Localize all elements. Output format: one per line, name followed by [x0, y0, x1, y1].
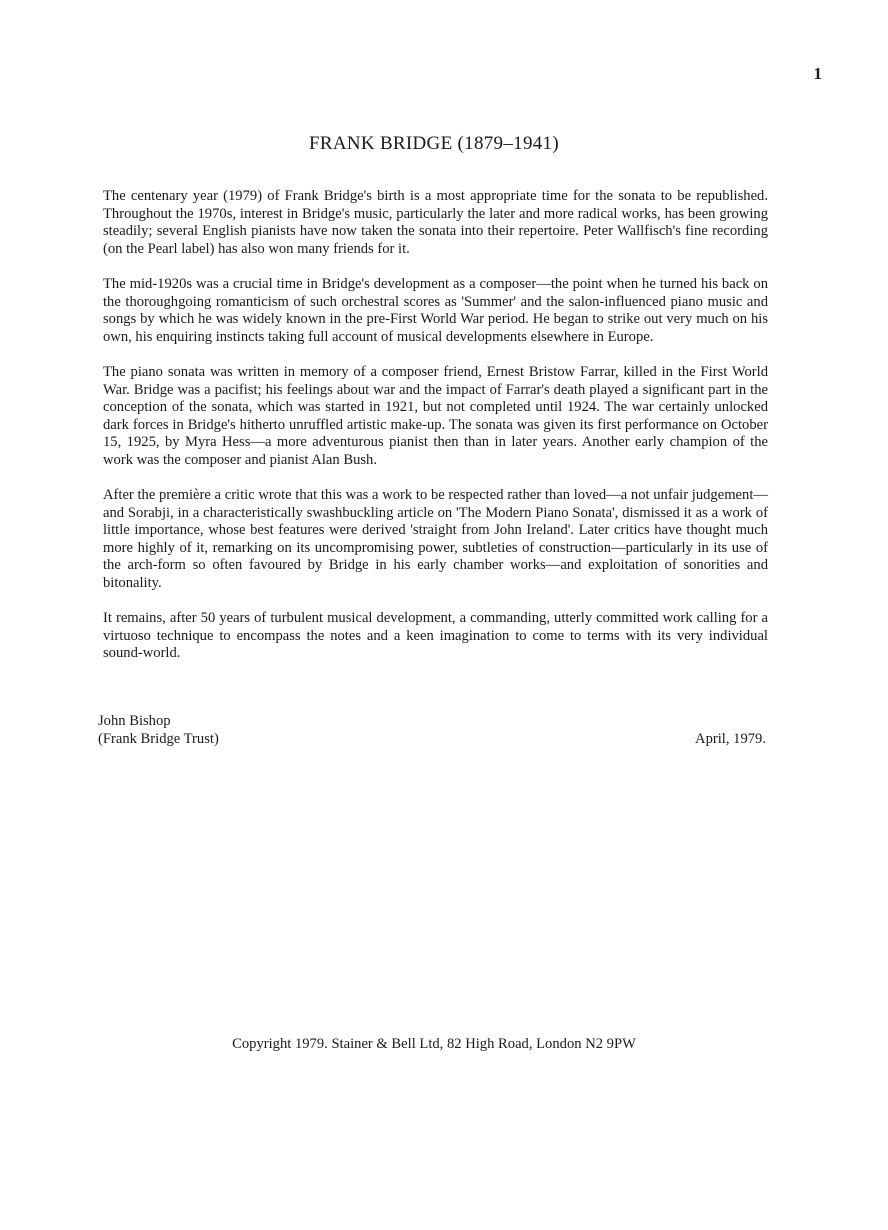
signature-date: April, 1979.: [695, 731, 766, 747]
signature-line: [98, 730, 766, 748]
body-text: [103, 188, 768, 681]
page-number: 1: [813, 64, 822, 83]
paragraph-4: After the première a critic wrote that this was a work to be respected rather than loved—a not unfair judgement—and Sorabji, in a characteristically swashbuckling article on 'The Modern Piano Sonata', dismissed it as a work of little importance, whose best features were derived 'straight from John Ireland'. Later critics have thought much more highly of it, remarking on its uncompromising power, subtleties of construction—particularly in its use of the arch-form so often favoured by Bridge in his early chamber works—and exploitation of sonorities and bitonality.: [103, 487, 768, 592]
paragraph-5: It remains, after 50 years of turbulent musical development, a commanding, utterly committed work calling for a virtuoso technique to encompass the notes and a keen imagination to come to terms with its very individual sound-world.: [103, 610, 768, 662]
author-name: John Bishop: [98, 713, 171, 729]
author-affiliation: (Frank Bridge Trust): [98, 731, 219, 747]
paragraph-2: The mid-1920s was a crucial time in Bridge's development as a composer—the point when he turned his back on the thoroughgoing romanticism of such orchestral scores as 'Summer' and the salon-influenced piano music and songs by which he was widely known in the pre-First World War period. He began to strike out very much on his own, his enquiring instincts taking full account of musical developments elsewhere in Europe.: [103, 275, 768, 345]
copyright-notice: Copyright 1979. Stainer & Bell Ltd, 82 High Road, London N2 9PW: [232, 1036, 636, 1052]
paragraph-3: The piano sonata was written in memory of a composer friend, Ernest Bristow Farrar, killed in the First World War. Bridge was a pacifist; his feelings about war and the impact of Farrar's death played a significant part in the conception of the sonata, which was started in 1921, but not completed until 1924. The war certainly unlocked dark forces in Bridge's hitherto unruffled artistic make-up. The sonata was given its first performance on October 15, 1925, by Myra Hess—a more adventurous pianist then than in later years. Another early champion of the work was the composer and pianist Alan Bush.: [103, 363, 768, 468]
page-title: FRANK BRIDGE (1879–1941): [309, 133, 559, 154]
paragraph-1: The centenary year (1979) of Frank Bridge's birth is a most appropriate time for the sonata to be republished. Throughout the 1970s, interest in Bridge's music, particularly the later and more radical works, has been growing steadily; several English pianists have now taken the sonata into their repertoire. Peter Wallfisch's fine recording (on the Pearl label) has also won many friends for it.: [103, 188, 768, 257]
signature-block: [98, 712, 766, 748]
